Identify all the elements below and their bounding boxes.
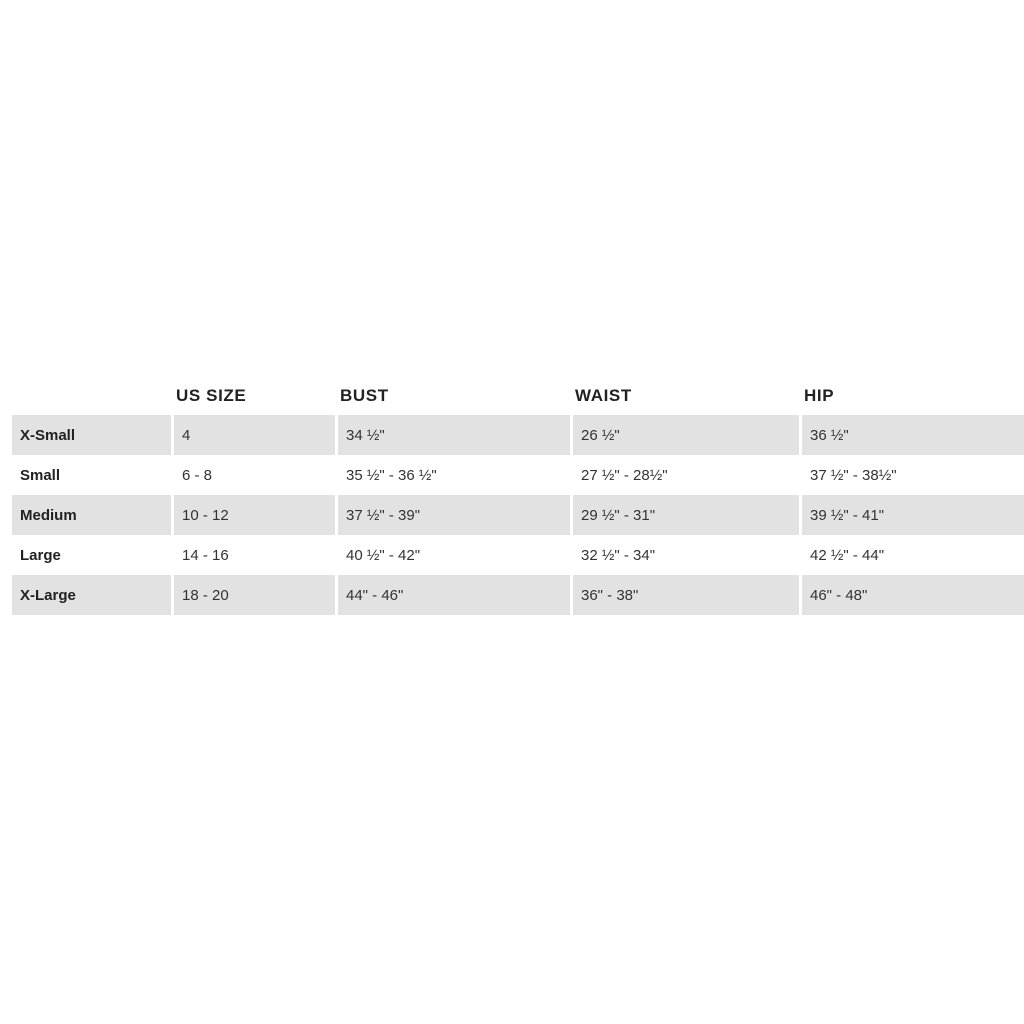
us-size-value: 10 - 12 [174,495,338,535]
waist-value: 26 ½" [573,415,802,455]
waist-value: 29 ½" - 31" [573,495,802,535]
hip-value: 46" - 48" [810,586,868,604]
table-row [12,535,1024,575]
header-hip: HIP [804,386,835,405]
hip-value: 36 ½" [810,426,849,444]
hip-value: 42 ½" - 44" [810,546,885,564]
waist-value: 27 ½" - 28½" [573,455,802,495]
size-label: Small [12,455,174,495]
us-size-value: 6 - 8 [174,455,338,495]
header-bust: BUST [340,386,389,405]
waist-value: 32 ½" - 34" [573,535,802,575]
header-waist: WAIST [575,386,632,405]
size-chart-table [12,377,1024,615]
us-size-value: 18 - 20 [174,575,338,615]
bust-value: 44" - 46" [338,575,573,615]
header-us-size: US SIZE [176,386,247,405]
size-label: Large [12,535,174,575]
bust-value: 34 ½" [338,415,573,455]
size-label: X-Large [12,575,174,615]
waist-value: 36" - 38" [573,575,802,615]
bust-value: 40 ½" - 42" [338,535,573,575]
hip-value: 37 ½" - 38½" [810,466,897,484]
table-header-row [12,377,1024,415]
us-size-value: 4 [174,415,338,455]
table-row [12,575,1024,615]
size-label: X-Small [12,415,174,455]
hip-value: 39 ½" - 41" [810,506,885,524]
bust-value: 37 ½" - 39" [338,495,573,535]
table-row [12,415,1024,455]
us-size-value: 14 - 16 [174,535,338,575]
table-row [12,495,1024,535]
size-label: Medium [12,495,174,535]
table-row [12,455,1024,495]
bust-value: 35 ½" - 36 ½" [338,455,573,495]
